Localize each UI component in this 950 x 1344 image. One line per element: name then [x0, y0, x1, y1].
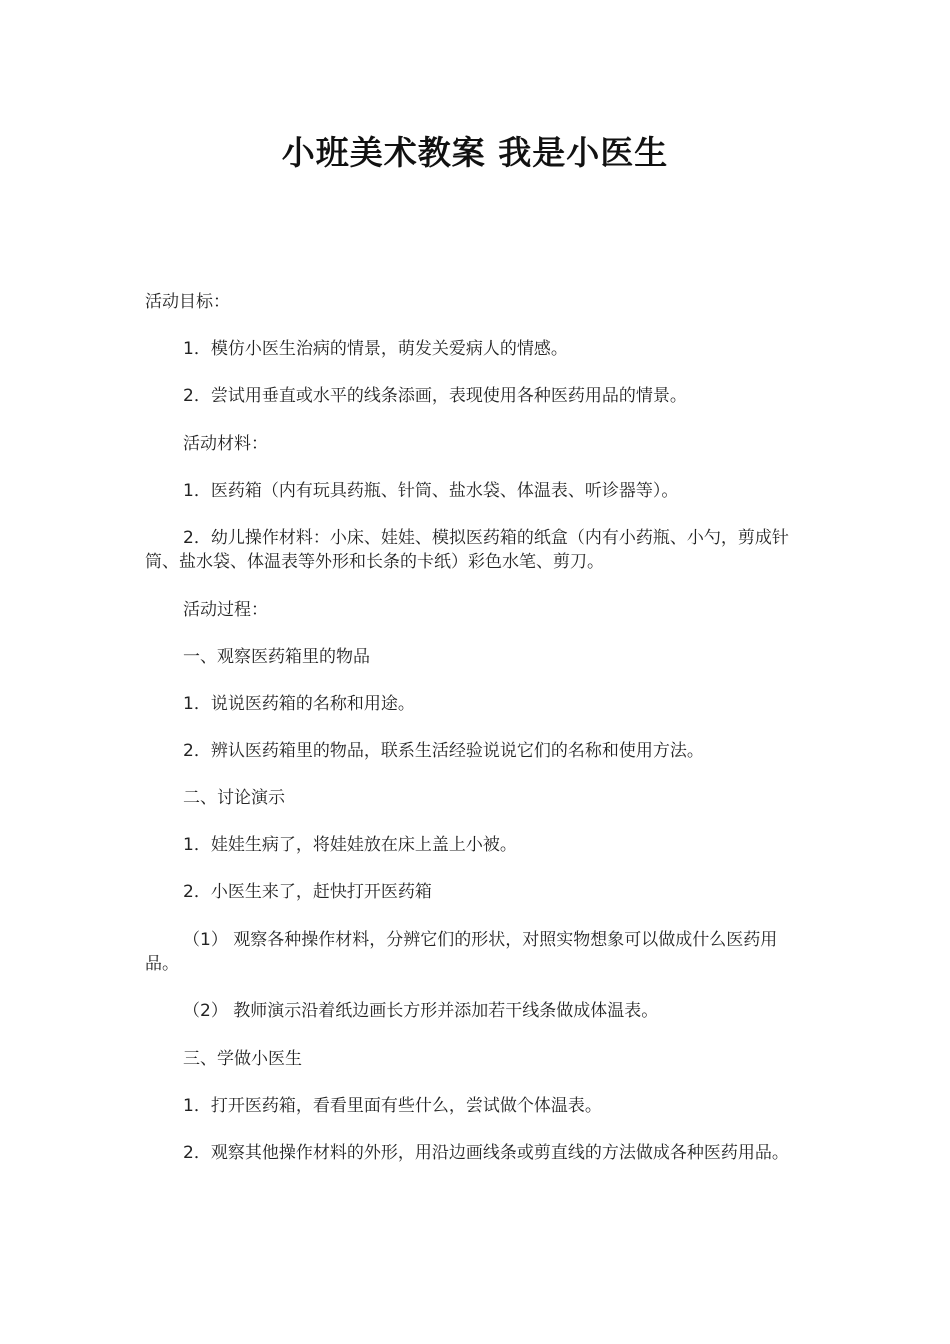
- paragraph-process-heading: [145, 598, 805, 622]
- paragraph-section-2-sub-1: [145, 928, 805, 976]
- paragraph-section-2-item-2: [145, 880, 805, 904]
- paragraph: 三、学做小医生: [183, 1049, 302, 1069]
- paragraph-section-1-item-2: [145, 739, 805, 763]
- paragraph-goals-heading: [145, 290, 805, 314]
- paragraph-section-1-item-1: [145, 692, 805, 716]
- paragraph: 活动目标：: [145, 292, 230, 312]
- paragraph-section-2-item-1: [145, 833, 805, 857]
- paragraph: 活动过程：: [183, 600, 268, 620]
- document-title: 小班美术教案 我是小医生: [281, 133, 669, 172]
- paragraph: 2．观察其他操作材料的外形，用沿边画线条或剪直线的方法做成各种医药用品。: [183, 1143, 789, 1163]
- paragraph-section-2-sub-2: [145, 999, 805, 1023]
- paragraph-materials-heading: [145, 432, 805, 456]
- paragraph: 二、讨论演示: [183, 788, 285, 808]
- paragraph: 1．娃娃生病了，将娃娃放在床上盖上小被。: [183, 835, 517, 855]
- paragraph: 2．小医生来了，赶快打开医药箱: [183, 882, 432, 902]
- paragraph-section-3: [145, 1047, 805, 1071]
- paragraph-section-2: [145, 786, 805, 810]
- paragraph: 活动材料：: [183, 434, 268, 454]
- paragraph: 1．打开医药箱，看看里面有些什么，尝试做个体温表。: [183, 1096, 602, 1116]
- paragraph: （2） 教师演示沿着纸边画长方形并添加若干线条做成体温表。: [183, 1001, 659, 1021]
- paragraph: 1．医药箱（内有玩具药瓶、针筒、盐水袋、体温表、听诊器等）。: [183, 481, 679, 501]
- paragraph: 1．说说医药箱的名称和用途。: [183, 694, 415, 714]
- paragraph: 1．模仿小医生治病的情景，萌发关爱病人的情感。: [183, 339, 568, 359]
- paragraph-section-3-item-2: [145, 1141, 805, 1165]
- paragraph: 2．辨认医药箱里的物品，联系生活经验说说它们的名称和使用方法。: [183, 741, 704, 761]
- paragraph: （1） 观察各种操作材料，分辨它们的形状，对照实物想象可以做成什么医药用品。: [145, 930, 778, 974]
- paragraph-material-2: [145, 526, 805, 574]
- paragraph: 一、观察医药箱里的物品: [183, 647, 370, 667]
- paragraph-goal-1: [145, 337, 805, 361]
- paragraph: 2．幼儿操作材料：小床、娃娃、模拟医药箱的纸盒（内有小药瓶、小勺，剪成针筒、盐水袋、体温表等外形和长条的卡纸）彩色水笔、剪刀。: [145, 528, 789, 572]
- paragraph: 2．尝试用垂直或水平的线条添画，表现使用各种医药用品的情景。: [183, 386, 687, 406]
- paragraph-section-3-item-1: [145, 1094, 805, 1118]
- paragraph-goal-2: [145, 384, 805, 408]
- paragraph-material-1: [145, 479, 805, 503]
- paragraph-section-1: [145, 645, 805, 669]
